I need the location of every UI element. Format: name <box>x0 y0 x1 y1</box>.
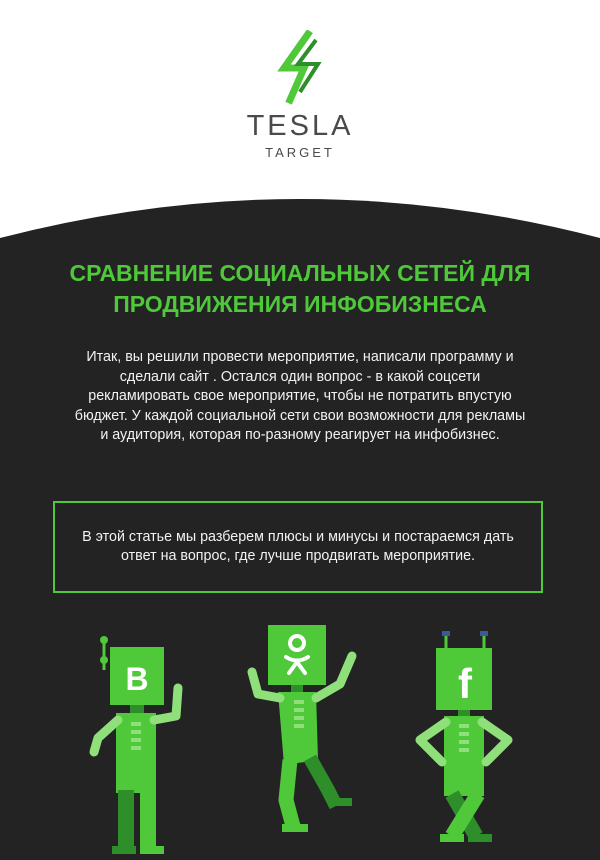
fb-robot <box>420 631 508 842</box>
vk-label: В <box>125 661 149 697</box>
ok-robot <box>252 625 352 832</box>
callout-text: В этой статье мы разберем плюсы и минусы и постараемся дать ответ на вопрос, где лучше продвигать мероприятие. <box>82 528 514 564</box>
callout-box <box>53 501 543 593</box>
facebook-label: f <box>458 660 472 707</box>
vk-robot <box>94 636 178 854</box>
brand-subtitle: TARGET <box>265 145 335 160</box>
intro-paragraph: Итак, вы решили провести мероприятие, написали программу и сделали сайт . Остался один вопрос - в какой соцсети рекламировать свое мероприятие, чтобы не потратить впустую бюджет. У каждой социальной сети свои возможности для рекламы и аудитория, которая по-разному реагирует на инфобизнес. <box>74 349 526 443</box>
robots-illustration <box>0 615 600 860</box>
article-title: СРАВНЕНИЕ СОЦИАЛЬНЫХ СЕТЕЙ ДЛЯ ПРОДВИЖЕНИЯ ИНФОБИЗНЕСА <box>69 260 531 317</box>
brand-name: TESLA <box>246 110 354 142</box>
